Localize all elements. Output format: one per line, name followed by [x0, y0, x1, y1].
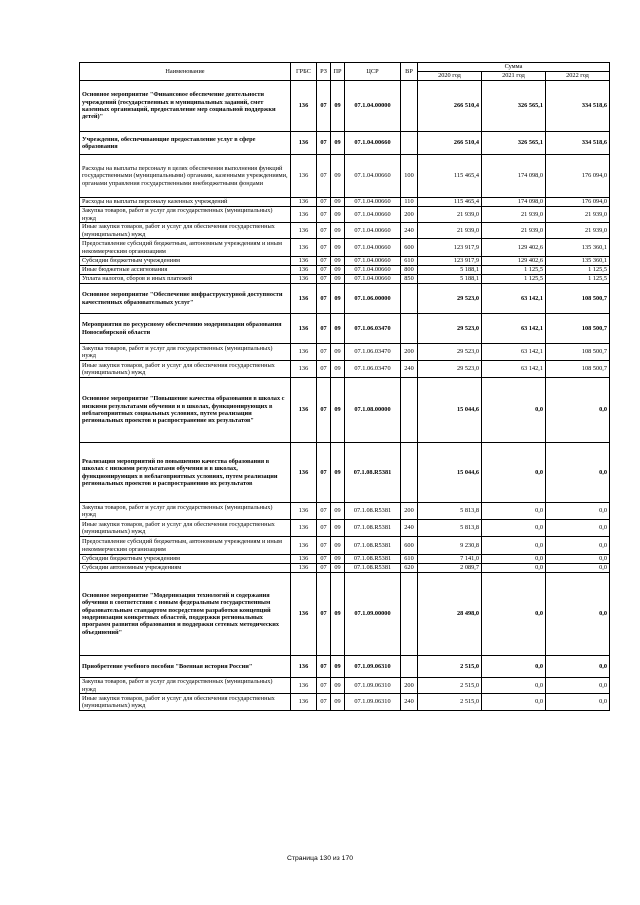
row-amount-2022: 135 360,1 [546, 257, 610, 266]
row-name: Закупка товаров, работ и услуг для государственных (муниципальных) нужд [80, 207, 291, 223]
row-vr [401, 443, 418, 503]
row-grbs: 136 [291, 266, 317, 275]
row-vr: 200 [401, 503, 418, 520]
header-grbs: ГРБС [291, 63, 317, 81]
row-amount-2021: 326 565,1 [482, 132, 546, 155]
row-vr: 610 [401, 257, 418, 266]
row-name: Основное мероприятие "Обеспечение инфраструктурной доступности качественных образовательных услуг" [80, 284, 291, 314]
budget-table [79, 62, 610, 711]
table-row [80, 81, 610, 132]
row-vr: 200 [401, 207, 418, 223]
row-name: Закупка товаров, работ и услуг для государственных (муниципальных) нужд [80, 678, 291, 694]
row-pr: 09 [331, 503, 345, 520]
row-csr: 07.1.04.00660 [345, 198, 401, 207]
row-amount-2020: 266 510,4 [418, 132, 482, 155]
row-name: Субсидии бюджетным учреждениям [80, 555, 291, 564]
row-grbs: 136 [291, 537, 317, 555]
row-amount-2021: 1 125,5 [482, 266, 546, 275]
row-rz: 07 [317, 537, 331, 555]
row-amount-2020: 123 917,9 [418, 257, 482, 266]
table-row [80, 266, 610, 275]
row-amount-2022: 0,0 [546, 678, 610, 694]
row-amount-2021: 0,0 [482, 378, 546, 443]
row-name: Учреждения, обеспечивающие предоставление услуг в сфере образования [80, 132, 291, 155]
row-amount-2021: 0,0 [482, 573, 546, 656]
row-pr: 09 [331, 443, 345, 503]
row-vr: 610 [401, 555, 418, 564]
row-amount-2021: 0,0 [482, 564, 546, 573]
row-amount-2020: 28 498,0 [418, 573, 482, 656]
row-amount-2020: 266 510,4 [418, 81, 482, 132]
table-row [80, 537, 610, 555]
row-rz: 07 [317, 275, 331, 284]
row-name: Предоставление субсидий бюджетным, автономным учреждениям и иным некоммерческим организациям [80, 239, 291, 257]
row-grbs: 136 [291, 275, 317, 284]
row-grbs: 136 [291, 520, 317, 537]
row-amount-2022: 0,0 [546, 503, 610, 520]
row-grbs: 136 [291, 284, 317, 314]
row-name: Расходы на выплаты персоналу в целях обеспечения выполнения функций государственными (муниципальными) органами, казенными учреждениями, органами управления государственными внебюджетными фондами [80, 155, 291, 198]
row-csr: 07.1.06.03470 [345, 361, 401, 378]
row-rz: 07 [317, 207, 331, 223]
row-csr: 07.1.08.R5381 [345, 443, 401, 503]
row-csr: 07.1.08.00000 [345, 378, 401, 443]
row-vr [401, 81, 418, 132]
row-csr: 07.1.06.00000 [345, 284, 401, 314]
row-rz: 07 [317, 564, 331, 573]
row-vr: 200 [401, 678, 418, 694]
row-name: Иные закупки товаров, работ и услуг для обеспечения государственных (муниципальных) нужд [80, 361, 291, 378]
row-amount-2021: 0,0 [482, 520, 546, 537]
row-name: Закупка товаров, работ и услуг для государственных (муниципальных) нужд [80, 503, 291, 520]
row-name: Мероприятия по ресурсному обеспечению модернизации образования Новосибирской области [80, 314, 291, 344]
row-grbs: 136 [291, 503, 317, 520]
row-amount-2020: 2 515,0 [418, 678, 482, 694]
table-row [80, 378, 610, 443]
row-name: Предоставление субсидий бюджетным, автономным учреждениям и иным некоммерческим организациям [80, 537, 291, 555]
row-vr: 850 [401, 275, 418, 284]
table-row [80, 678, 610, 694]
row-pr: 09 [331, 694, 345, 711]
row-csr: 07.1.08.R5381 [345, 503, 401, 520]
row-csr: 07.1.09.00000 [345, 573, 401, 656]
row-amount-2020: 21 939,0 [418, 207, 482, 223]
row-name: Иные закупки товаров, работ и услуг для обеспечения государственных (муниципальных) нужд [80, 520, 291, 537]
table-row [80, 443, 610, 503]
row-amount-2021: 174 098,0 [482, 198, 546, 207]
row-grbs: 136 [291, 656, 317, 678]
row-grbs: 136 [291, 81, 317, 132]
row-amount-2021: 0,0 [482, 503, 546, 520]
row-rz: 07 [317, 694, 331, 711]
row-amount-2022: 0,0 [546, 573, 610, 656]
row-amount-2020: 7 141,0 [418, 555, 482, 564]
row-amount-2021: 0,0 [482, 678, 546, 694]
row-rz: 07 [317, 284, 331, 314]
row-grbs: 136 [291, 314, 317, 344]
row-csr: 07.1.04.00660 [345, 155, 401, 198]
row-pr: 09 [331, 223, 345, 239]
row-amount-2022: 0,0 [546, 564, 610, 573]
row-csr: 07.1.09.06310 [345, 656, 401, 678]
row-rz: 07 [317, 257, 331, 266]
row-pr: 09 [331, 361, 345, 378]
row-name: Иные бюджетные ассигнования [80, 266, 291, 275]
row-rz: 07 [317, 555, 331, 564]
row-amount-2021: 21 939,0 [482, 223, 546, 239]
row-rz: 07 [317, 573, 331, 656]
row-name: Основное мероприятие "Повышение качества образования в школах с низкими результатами обучения и в школах, функционирующих в неблагоприятных социальных условиях, путем реализации региональных проектов и распространение их результатов" [80, 378, 291, 443]
row-grbs: 136 [291, 678, 317, 694]
row-amount-2022: 0,0 [546, 537, 610, 555]
row-csr: 07.1.04.00660 [345, 223, 401, 239]
row-vr: 240 [401, 223, 418, 239]
table-row [80, 284, 610, 314]
table-row [80, 314, 610, 344]
row-amount-2022: 0,0 [546, 520, 610, 537]
row-grbs: 136 [291, 132, 317, 155]
table-row [80, 198, 610, 207]
row-amount-2021: 1 125,5 [482, 275, 546, 284]
row-csr: 07.1.04.00660 [345, 275, 401, 284]
row-amount-2022: 0,0 [546, 378, 610, 443]
row-amount-2021: 0,0 [482, 694, 546, 711]
row-pr: 09 [331, 266, 345, 275]
header-vr: ВР [401, 63, 418, 81]
row-amount-2021: 0,0 [482, 656, 546, 678]
row-pr: 09 [331, 155, 345, 198]
header-year-2022: 2022 год [546, 72, 610, 81]
row-vr: 240 [401, 694, 418, 711]
row-amount-2020: 5 188,1 [418, 266, 482, 275]
row-rz: 07 [317, 344, 331, 361]
page-number: Страница 130 из 170 [286, 855, 354, 862]
row-amount-2021: 129 402,6 [482, 257, 546, 266]
row-amount-2022: 0,0 [546, 555, 610, 564]
row-amount-2022: 135 360,1 [546, 239, 610, 257]
row-csr: 07.1.04.00660 [345, 132, 401, 155]
table-row [80, 257, 610, 266]
row-amount-2020: 123 917,9 [418, 239, 482, 257]
row-name: Основное мероприятие "Финансовое обеспечение деятельности учреждений (государственных и муниципальных заданий, смет казенных организаций, предоставление мер социальной поддержки детей)" [80, 81, 291, 132]
row-amount-2020: 115 465,4 [418, 198, 482, 207]
row-pr: 09 [331, 573, 345, 656]
row-vr: 240 [401, 361, 418, 378]
row-csr: 07.1.04.00660 [345, 239, 401, 257]
table-row [80, 361, 610, 378]
row-name: Иные закупки товаров, работ и услуг для обеспечения государственных (муниципальных) нужд [80, 694, 291, 711]
row-name: Приобретение учебного пособия "Военная история России" [80, 656, 291, 678]
row-vr [401, 656, 418, 678]
table-row [80, 503, 610, 520]
row-vr [401, 314, 418, 344]
row-pr: 09 [331, 564, 345, 573]
row-rz: 07 [317, 223, 331, 239]
row-pr: 09 [331, 555, 345, 564]
row-rz: 07 [317, 239, 331, 257]
row-amount-2022: 1 125,5 [546, 266, 610, 275]
row-vr: 200 [401, 344, 418, 361]
row-rz: 07 [317, 81, 331, 132]
row-amount-2021: 0,0 [482, 555, 546, 564]
row-amount-2020: 2 089,7 [418, 564, 482, 573]
row-csr: 07.1.09.06310 [345, 678, 401, 694]
row-amount-2021: 0,0 [482, 443, 546, 503]
row-amount-2020: 5 188,1 [418, 275, 482, 284]
row-vr: 240 [401, 520, 418, 537]
row-amount-2022: 21 939,0 [546, 207, 610, 223]
row-name: Расходы на выплаты персоналу казенных учреждений [80, 198, 291, 207]
row-amount-2022: 0,0 [546, 443, 610, 503]
row-rz: 07 [317, 132, 331, 155]
row-csr: 07.1.06.03470 [345, 314, 401, 344]
row-rz: 07 [317, 198, 331, 207]
row-vr: 100 [401, 155, 418, 198]
table-row [80, 223, 610, 239]
row-amount-2021: 326 565,1 [482, 81, 546, 132]
header-csr: ЦСР [345, 63, 401, 81]
row-csr: 07.1.08.R5381 [345, 564, 401, 573]
table-row [80, 564, 610, 573]
row-rz: 07 [317, 155, 331, 198]
row-pr: 09 [331, 656, 345, 678]
row-amount-2022: 0,0 [546, 656, 610, 678]
row-amount-2022: 176 094,0 [546, 198, 610, 207]
table-body [80, 81, 610, 711]
header-year-2020: 2020 год [418, 72, 482, 81]
row-amount-2021: 63 142,1 [482, 344, 546, 361]
row-amount-2022: 108 500,7 [546, 361, 610, 378]
table-row [80, 155, 610, 198]
row-grbs: 136 [291, 361, 317, 378]
row-rz: 07 [317, 314, 331, 344]
row-vr [401, 573, 418, 656]
table-row [80, 656, 610, 678]
row-csr: 07.1.09.06310 [345, 694, 401, 711]
row-csr: 07.1.04.00660 [345, 266, 401, 275]
row-grbs: 136 [291, 257, 317, 266]
row-vr [401, 132, 418, 155]
row-pr: 09 [331, 520, 345, 537]
row-amount-2022: 21 939,0 [546, 223, 610, 239]
row-amount-2020: 115 465,4 [418, 155, 482, 198]
row-amount-2020: 2 515,0 [418, 656, 482, 678]
table-row [80, 132, 610, 155]
row-name: Иные закупки товаров, работ и услуг для обеспечения государственных (муниципальных) нужд [80, 223, 291, 239]
row-csr: 07.1.08.R5381 [345, 555, 401, 564]
row-grbs: 136 [291, 573, 317, 656]
row-amount-2022: 108 500,7 [546, 344, 610, 361]
row-vr: 110 [401, 198, 418, 207]
row-vr: 800 [401, 266, 418, 275]
row-amount-2020: 2 515,0 [418, 694, 482, 711]
row-vr: 620 [401, 564, 418, 573]
table-row [80, 555, 610, 564]
row-pr: 09 [331, 344, 345, 361]
row-csr: 07.1.04.00660 [345, 257, 401, 266]
row-pr: 09 [331, 239, 345, 257]
row-name: Уплата налогов, сборов и иных платежей [80, 275, 291, 284]
row-grbs: 136 [291, 207, 317, 223]
row-grbs: 136 [291, 378, 317, 443]
row-grbs: 136 [291, 443, 317, 503]
row-vr: 600 [401, 239, 418, 257]
row-amount-2021: 63 142,1 [482, 361, 546, 378]
row-name: Субсидии бюджетным учреждениям [80, 257, 291, 266]
row-grbs: 136 [291, 155, 317, 198]
row-rz: 07 [317, 378, 331, 443]
row-amount-2022: 334 518,6 [546, 132, 610, 155]
row-csr: 07.1.08.R5381 [345, 537, 401, 555]
table-row [80, 275, 610, 284]
row-amount-2022: 334 518,6 [546, 81, 610, 132]
header-rz: РЗ [317, 63, 331, 81]
table-row [80, 344, 610, 361]
row-amount-2022: 1 125,5 [546, 275, 610, 284]
row-amount-2020: 29 523,0 [418, 361, 482, 378]
row-csr: 07.1.06.03470 [345, 344, 401, 361]
row-pr: 09 [331, 314, 345, 344]
row-csr: 07.1.08.R5381 [345, 520, 401, 537]
row-csr: 07.1.04.00000 [345, 81, 401, 132]
row-rz: 07 [317, 520, 331, 537]
row-csr: 07.1.04.00660 [345, 207, 401, 223]
row-pr: 09 [331, 198, 345, 207]
row-pr: 09 [331, 678, 345, 694]
table-row [80, 239, 610, 257]
row-pr: 09 [331, 207, 345, 223]
table-row [80, 573, 610, 656]
row-pr: 09 [331, 81, 345, 132]
row-amount-2021: 63 142,1 [482, 314, 546, 344]
table-row [80, 694, 610, 711]
row-amount-2022: 108 500,7 [546, 284, 610, 314]
row-name: Основное мероприятие "Модернизация технологий и содержания обучения в соответствии с новым федеральным государственным образовательным стандартом посредством разработки концепций модернизации конкретных областей, поддержки региональных программ развития образования и поддержки сетевых методических объединений" [80, 573, 291, 656]
row-vr [401, 378, 418, 443]
row-amount-2020: 15 044,6 [418, 378, 482, 443]
row-amount-2020: 5 813,8 [418, 503, 482, 520]
row-grbs: 136 [291, 223, 317, 239]
row-pr: 09 [331, 284, 345, 314]
row-grbs: 136 [291, 694, 317, 711]
row-name: Закупка товаров, работ и услуг для государственных (муниципальных) нужд [80, 344, 291, 361]
row-amount-2021: 21 939,0 [482, 207, 546, 223]
header-name: Наименование [80, 63, 291, 81]
row-name: Субсидии автономным учреждениям [80, 564, 291, 573]
row-grbs: 136 [291, 239, 317, 257]
row-amount-2021: 129 402,6 [482, 239, 546, 257]
row-amount-2022: 108 500,7 [546, 314, 610, 344]
row-amount-2020: 29 523,0 [418, 344, 482, 361]
header-sum: Сумма [418, 63, 610, 72]
row-pr: 09 [331, 257, 345, 266]
row-rz: 07 [317, 266, 331, 275]
row-amount-2020: 29 523,0 [418, 314, 482, 344]
row-rz: 07 [317, 443, 331, 503]
row-amount-2020: 5 813,8 [418, 520, 482, 537]
row-amount-2020: 9 230,8 [418, 537, 482, 555]
row-rz: 07 [317, 503, 331, 520]
header-pr: ПР [331, 63, 345, 81]
row-pr: 09 [331, 132, 345, 155]
row-grbs: 136 [291, 198, 317, 207]
row-grbs: 136 [291, 564, 317, 573]
row-grbs: 136 [291, 344, 317, 361]
row-vr [401, 284, 418, 314]
row-pr: 09 [331, 537, 345, 555]
row-pr: 09 [331, 378, 345, 443]
row-amount-2022: 176 094,0 [546, 155, 610, 198]
row-vr: 600 [401, 537, 418, 555]
header-year-2021: 2021 год [482, 72, 546, 81]
row-amount-2021: 174 098,0 [482, 155, 546, 198]
table-row [80, 520, 610, 537]
row-rz: 07 [317, 678, 331, 694]
table-row [80, 207, 610, 223]
row-amount-2021: 0,0 [482, 537, 546, 555]
row-name: Реализация мероприятий по повышению качества образования в школах с низкими результатами обучения и в школах, функционирующих в неблагоприятных условиях, путем реализации региональных проектов и распространению их результатов [80, 443, 291, 503]
row-amount-2021: 63 142,1 [482, 284, 546, 314]
budget-table-container [79, 62, 609, 711]
row-amount-2020: 15 044,6 [418, 443, 482, 503]
row-rz: 07 [317, 656, 331, 678]
row-amount-2022: 0,0 [546, 694, 610, 711]
row-amount-2020: 21 939,0 [418, 223, 482, 239]
row-amount-2020: 29 523,0 [418, 284, 482, 314]
row-grbs: 136 [291, 555, 317, 564]
row-pr: 09 [331, 275, 345, 284]
row-rz: 07 [317, 361, 331, 378]
